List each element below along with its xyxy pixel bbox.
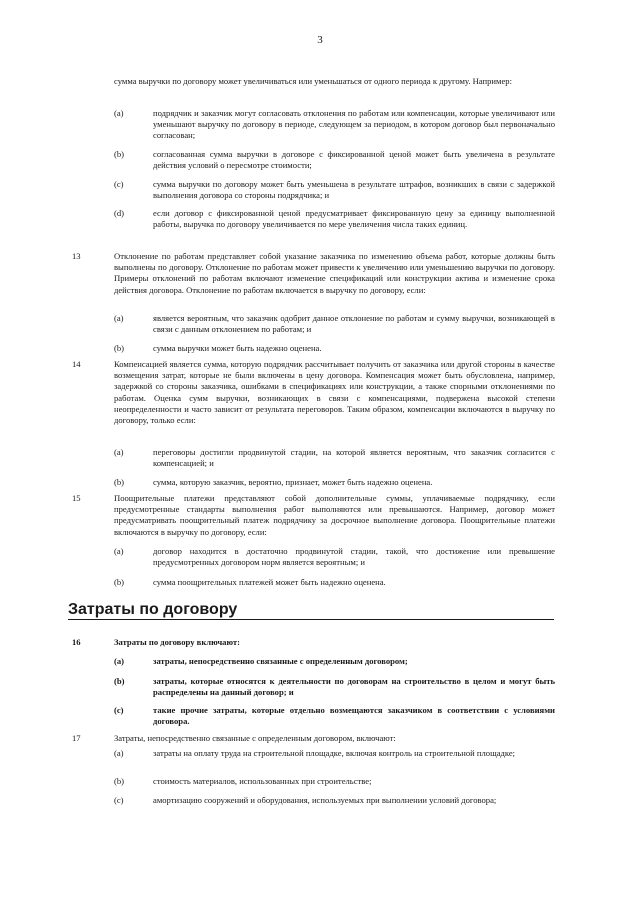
page-number: 3 (317, 34, 323, 46)
list-item-label: (c) (114, 795, 124, 805)
paragraph-number: 14 (72, 359, 81, 369)
paragraph-number: 13 (72, 251, 81, 261)
list-item-label: (b) (114, 776, 125, 786)
list-item-text: сумма поощрительных платежей может быть надежно оценена. (153, 577, 386, 587)
list-item-label: (d) (114, 208, 125, 218)
list-item-label: (b) (114, 577, 125, 587)
intro-paragraph: сумма выручки по договору может увеличиваться или уменьшаться от одного периода к другому. Например: (114, 76, 512, 86)
list-item-label: (b) (114, 477, 125, 487)
paragraph-13: Отклонение по работам представляет собой указание заказчика по изменению объема работ, которые должны быть выполнены по договору. Отклонение по работам может привести к увеличению или уменьшению выручки по договору. Примеры отклонений по работам включают изменение спецификаций или конструкции актива и изменение срока действия договора. Отклонение по работам включается в выручку по договору, если: (114, 251, 555, 295)
list-item-label: (a) (114, 447, 124, 457)
list-item-label: (a) (114, 108, 124, 118)
list-item-label: (a) (114, 656, 125, 666)
list-item-label: (b) (114, 676, 125, 686)
list-item-label: (a) (114, 313, 124, 323)
list-item-text: согласованная сумма выручки в договоре с фиксированной ценой может быть увеличена в результате действия условий о пересмотре стоимости; (153, 149, 555, 171)
list-item-text: амортизацию сооружений и оборудования, используемых при выполнении условий договора; (153, 795, 497, 805)
list-item-text: подрядчик и заказчик могут согласовать отклонения по работам или компенсации, которые увеличивают или уменьшают выручку по договору в периоде, следующем за периодом, в котором договор был первоначально согласован; (153, 108, 555, 141)
paragraph-16: Затраты по договору включают: (114, 637, 241, 647)
list-item-text: переговоры достигли продвинутой стадии, на которой является вероятным, что заказчик согласится с компенсацией; и (153, 447, 555, 469)
list-item-label: (b) (114, 149, 125, 159)
paragraph-number: 17 (72, 733, 81, 743)
list-item-label: (a) (114, 546, 124, 556)
paragraph-number: 16 (72, 637, 81, 647)
list-item-text: стоимость материалов, использованных при строительстве; (153, 776, 372, 786)
list-item-text: сумма, которую заказчик, вероятно, признает, может быть надежно оценена. (153, 477, 433, 487)
paragraph-17: Затраты, непосредственно связанные с определенным договором, включают: (114, 733, 396, 743)
list-item-text: сумма выручки может быть надежно оценена. (153, 343, 322, 353)
list-item-text: сумма выручки по договору может быть уменьшена в результате штрафов, возникших в связи с задержкой выполнения договора со стороны подрядчика; и (153, 179, 555, 201)
list-item-label: (a) (114, 748, 124, 758)
list-item-text: затраты на оплату труда на строительной площадке, включая контроль на строительной площадке; (153, 748, 516, 758)
list-item-text: затраты, непосредственно связанные с определенным договором; (153, 656, 408, 666)
list-item-text: такие прочие затраты, которые отдельно возмещаются заказчиком в соответствии с условиями договора. (153, 705, 555, 727)
list-item-text: является вероятным, что заказчик одобрит данное отклонение по работам и сумму выручки, возникающей в связи с данным отклонением по работам; и (153, 313, 555, 335)
heading-rule (68, 619, 554, 620)
list-item-text: затраты, которые относятся к деятельности по договорам на строительство в целом и могут быть распределены на данный договор; и (153, 676, 555, 698)
list-item-text: если договор с фиксированной ценой предусматривает фиксированную цену за единицу выполненной работы, выручка по договору увеличивается по мере увеличения числа таких единиц. (153, 208, 555, 230)
list-item-label: (c) (114, 179, 124, 189)
list-item-label: (c) (114, 705, 124, 715)
section-heading: Затраты по договору (68, 601, 238, 618)
list-item-label: (b) (114, 343, 125, 353)
paragraph-14: Компенсацией является сумма, которую подрядчик рассчитывает получить от заказчика или другой стороны в качестве возмещения затрат, которые не были включены в цену договора. Компенсация может быть обусловлена, например, задержкой со стороны заказчика, ошибками в спецификациях или конструкции, а также спорными отклонениями по работам. Оценка сумм выручки, возникающих в связи с компенсациями, подвержена высокой степени неопределенности и часто зависит от результата переговоров. Таким образом, компенсации включаются в выручку по договору, только если: (114, 359, 555, 426)
list-item-text: договор находится в достаточно продвинутой стадии, такой, что достижение или превышение предусмотренных договором норм является вероятным; и (153, 546, 555, 568)
paragraph-15: Поощрительные платежи представляют собой дополнительные суммы, уплачиваемые подрядчику, если предусмотренные стандарты выполнения работ выполняются или превышаются. Например, договор может предусматривать поощрительный платеж подрядчику за досрочное выполнение договора. Поощрительные платежи включаются в выручку по договору, если: (114, 493, 555, 537)
paragraph-number: 15 (72, 493, 81, 503)
